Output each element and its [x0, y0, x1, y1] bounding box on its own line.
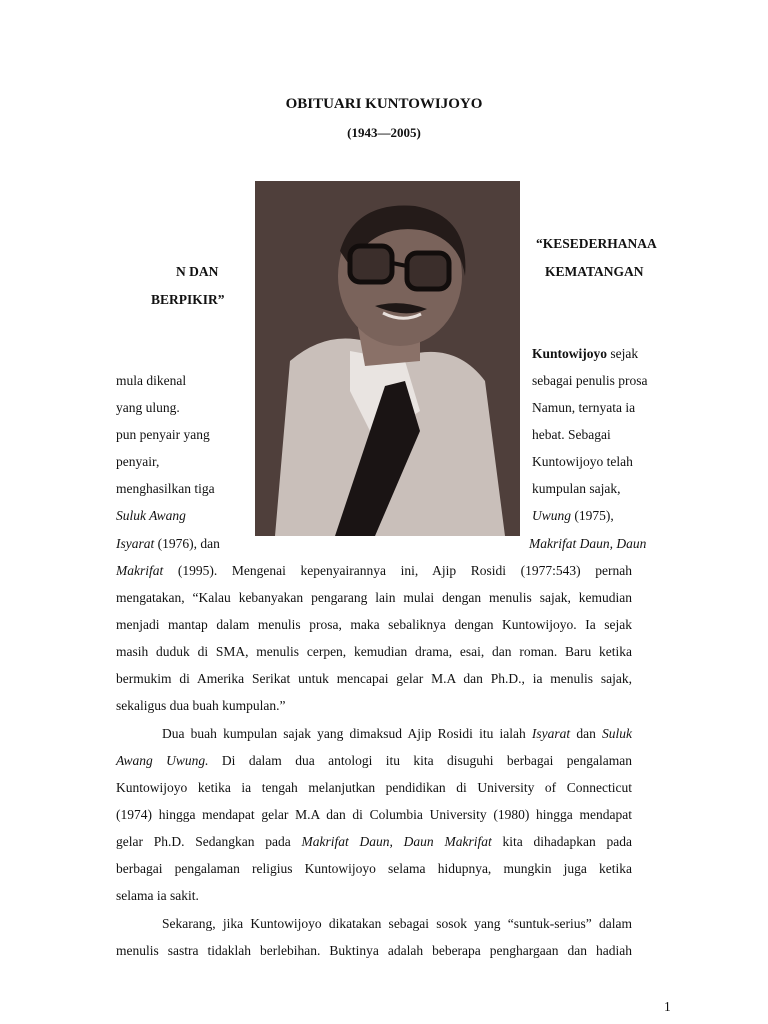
para2-line5	[116, 834, 632, 850]
pull-quote-line1: “KESEDERHANAA	[536, 236, 657, 251]
wrap-left-8-text: (1976), dan	[154, 536, 220, 551]
portrait-photo	[255, 181, 520, 536]
pull-quote-line2-left: N DAN	[176, 264, 219, 279]
para2-line1-i1: Isyarat	[531, 726, 571, 741]
wrap-right-7	[532, 508, 614, 524]
para1-line6: sekaligus dua buah kumpulan.”	[116, 698, 286, 713]
wrap-left-6: menghasilkan tiga	[116, 481, 215, 496]
wrap-right-5: Kuntowijoyo telah	[532, 454, 633, 469]
para2-line1	[162, 726, 632, 742]
wrap-right-7-text: (1975),	[571, 508, 614, 523]
wrap-right-3: Namun, ternyata ia	[532, 400, 636, 415]
para1-line2: mengatakan, “Kalau kebanyakan pengarang lain mulai dengan menulis sajak, kemudian	[116, 590, 632, 605]
wrap-left-4: pun penyair yang	[116, 427, 210, 442]
pull-quote-line3: BERPIKIR”	[151, 292, 225, 307]
wrap-left-5: penyair,	[116, 454, 160, 469]
wrap-right-6: kumpulan sajak,	[532, 481, 621, 496]
para1-line4: masih duduk di SMA, menulis cerpen, kemudian drama, esai, dan roman. Baru ketika	[116, 644, 632, 659]
para2-line5-italic: Makrifat Daun, Daun Makrifat	[301, 834, 492, 849]
para3-line1: Sekarang, jika Kuntowijoyo dikatakan sebagai sosok yang “suntuk-serius” dalam	[162, 916, 632, 931]
para1-line3: menjadi mantap dalam menulis prosa, maka sebaliknya dengan Kuntowijoyo. Ia sejak	[116, 617, 632, 632]
wrap-left-3: yang ulung.	[116, 400, 180, 415]
para2-line6: berbagai pengalaman religius Kuntowijoyo selama hidupnya, mungkin juga ketika	[116, 861, 632, 876]
pull-quote-line2-right: KEMATANGAN	[545, 264, 644, 279]
wrap-left-8	[116, 536, 220, 552]
para2-line2-italic: Awang Uwung.	[116, 753, 209, 768]
para1-line5: bermukim di Amerika Serikat untuk mencapai gelar M.A dan Ph.D., ia menulis sajak,	[116, 671, 632, 686]
para2-line1-i2: Suluk	[602, 726, 632, 741]
para2-line1-b: dan	[570, 726, 602, 741]
para2-line2-text: Di dalam dua antologi itu kita disuguhi berbagai pengalaman	[208, 753, 632, 768]
para1-line1-italic: Makrifat	[116, 563, 164, 578]
wrap-left-2: mula dikenal	[116, 373, 187, 388]
para2-line7: selama ia sakit.	[116, 888, 199, 903]
para2-line5-b: kita dihadapkan pada	[491, 834, 632, 849]
wrap-right-8: Makrifat Daun, Daun	[529, 536, 647, 551]
para2-line4: (1974) hingga mendapat gelar M.A dan di Columbia University (1980) hingga mendapat	[116, 807, 632, 822]
wrap-right-1	[532, 346, 638, 362]
years: (1943—2005)	[347, 125, 421, 140]
wrap-right-2: sebagai penulis prosa	[532, 373, 648, 388]
wrap-right-7-italic: Uwung	[532, 508, 572, 523]
para2-line1-a: Dua buah kumpulan sajak yang dimaksud Ajip Rosidi itu ialah	[162, 726, 532, 741]
para2-line3: Kuntowijoyo ketika ia tengah melanjutkan pendidikan di University of Connecticut	[116, 780, 632, 795]
para1-line1	[116, 563, 632, 579]
page-number: 1	[664, 999, 671, 1014]
para3-line2: menulis sastra tidaklah berlebihan. Buktinya adalah beberapa penghargaan dan hadiah	[116, 943, 632, 958]
para2-line5-a: gelar Ph.D. Sedangkan pada	[116, 834, 302, 849]
wrap-left-7: Suluk Awang	[116, 508, 186, 523]
para2-line2	[116, 753, 632, 769]
wrap-right-4: hebat. Sebagai	[532, 427, 611, 442]
author-name: Kuntowijoyo	[532, 346, 608, 361]
page-title: OBITUARI KUNTOWIJOYO	[285, 96, 483, 112]
para1-line1-text: (1995). Mengenai kepenyairannya ini, Ajip Rosidi (1977:543) pernah	[163, 563, 632, 578]
wrap-right-1-text: sejak	[607, 346, 639, 361]
wrap-left-8-italic: Isyarat	[116, 536, 155, 551]
portrait-image	[255, 181, 520, 536]
